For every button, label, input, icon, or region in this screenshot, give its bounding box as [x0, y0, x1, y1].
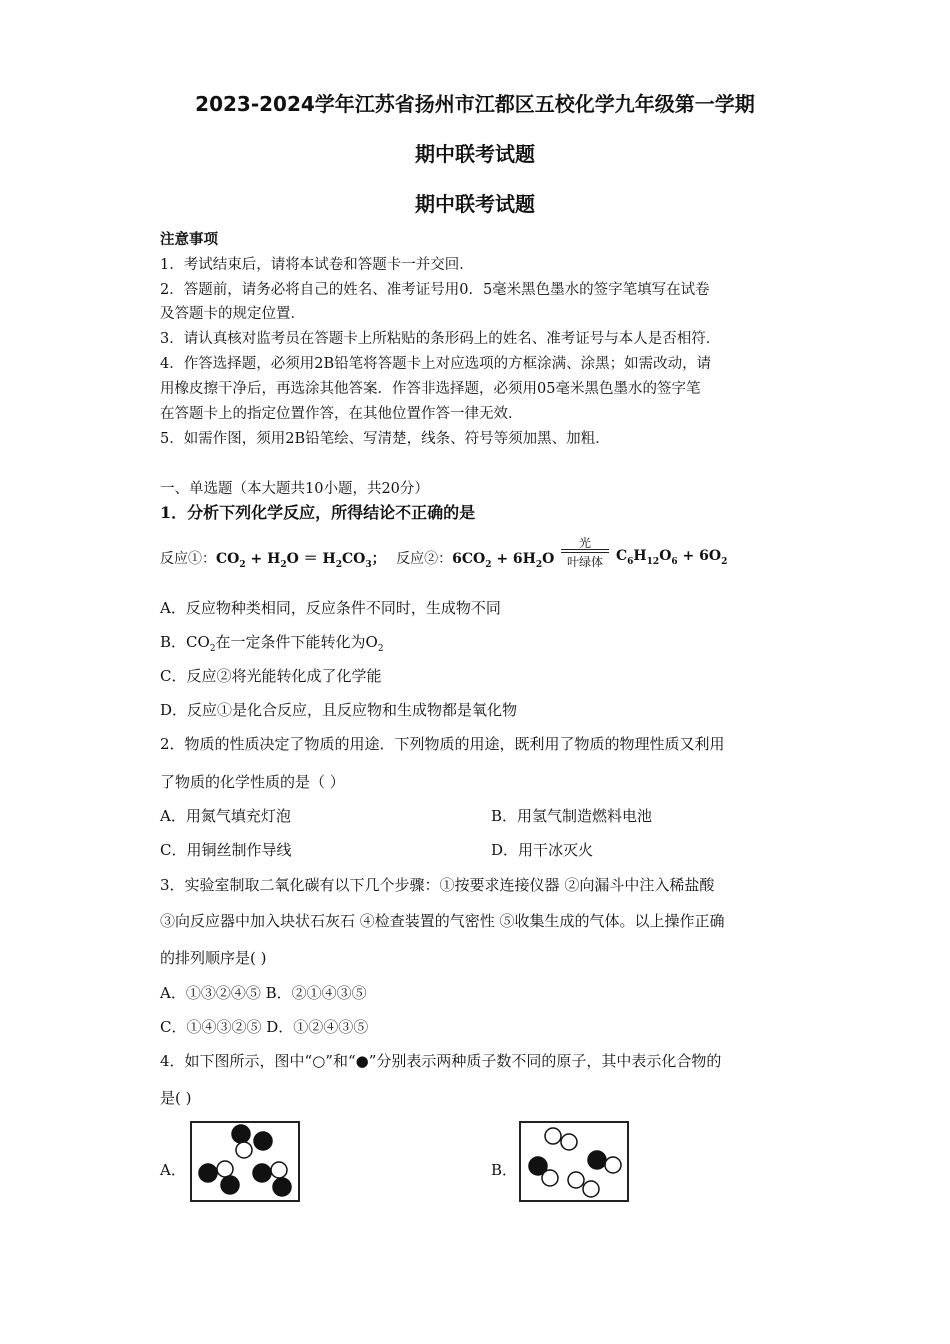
q4-stem: 4．如下图所示，图中“○”和“●”分别表示两种质子数不同的原子，其中表示化合物的 [160, 1052, 722, 1070]
q1-option-c: C．反应②将光能转化成了化学能 [160, 667, 382, 685]
q2-stem: 了物质的化学性质的是（ ） [160, 773, 345, 791]
black-atom-icon [254, 1132, 272, 1150]
molecule-diagram-b [521, 1123, 627, 1200]
q2-option-b: B．用氢气制造燃料电池 [491, 807, 653, 825]
q2-option-c: C．用铜丝制作导线 [160, 841, 292, 859]
q4-option-a-figure [190, 1121, 300, 1202]
molecule-diagram-a [192, 1123, 298, 1200]
white-atom-icon [561, 1134, 577, 1150]
black-atom-icon [199, 1164, 217, 1182]
title-line-2: 期中联考试题 [415, 142, 535, 166]
q4-stem: 是( ) [160, 1089, 192, 1107]
white-atom-icon [545, 1128, 561, 1144]
note-line: 用橡皮擦干净后，再选涂其他答案．作答非选择题，必须用05毫米黑色墨水的签字笔 [160, 381, 701, 397]
q1-option-d: D．反应①是化合反应，且反应物和生成物都是氧化物 [160, 701, 518, 719]
white-atom-icon [568, 1172, 584, 1188]
q2-option-d: D．用干冰灭火 [491, 841, 594, 859]
note-line: 3．请认真核对监考员在答题卡上所粘贴的条形码上的姓名、准考证号与本人是否相符． [160, 331, 721, 347]
reaction2-products: $C_6H_{12}O_6 + 6O_2$ [616, 548, 728, 567]
section-heading: 一、单选题（本大题共10小题，共20分） [160, 481, 429, 497]
black-atom-icon [273, 1178, 291, 1196]
white-atom-icon [271, 1162, 287, 1178]
title-line-3: 期中联考试题 [415, 192, 535, 216]
note-line: 2．答题前，请务必将自己的姓名、准考证号用0．5毫米黑色墨水的签字笔填写在试卷 [160, 282, 710, 298]
black-atom-icon [253, 1164, 271, 1182]
q3-stem: 3．实验室制取二氧化碳有以下几个步骤：①按要求连接仪器 ②向漏斗中注入稀盐酸 [160, 876, 715, 894]
q2-stem: 2．物质的性质决定了物质的用途．下列物质的用途，既利用了物质的物理性质又利用 [160, 735, 725, 753]
reaction2-label: 反应②： [396, 551, 453, 567]
white-atom-icon [217, 1161, 233, 1177]
condition-light: 光 [578, 536, 591, 550]
reaction1-label: 反应①： [160, 551, 216, 567]
note-line: 在答题卡上的指定位置作答，在其他位置作答一律无效． [160, 406, 523, 422]
white-atom-icon [236, 1142, 252, 1158]
q3-stem: ③向反应器中加入块状石灰石 ④检查装置的气密性 ⑤收集生成的气体。以上操作正确 [160, 912, 725, 930]
condition-chlorophyll: 叶绿体 [566, 555, 603, 569]
note-line: 4．作答选择题，必须用2B铅笔将答题卡上对应选项的方框涂满、涂黑；如需改动，请 [160, 356, 712, 372]
white-atom-icon [583, 1181, 599, 1197]
reaction-line: 反应①：$CO_2 + H_2O = H_2CO_3$； 反应②：$6CO_2 + 6H_2O$ [160, 551, 555, 570]
q1-option-b: B．$CO_2$在一定条件下能转化为$O_2$ [160, 633, 384, 654]
black-atom-icon [588, 1151, 606, 1169]
white-atom-icon [605, 1157, 621, 1173]
note-line: 及答题卡的规定位置． [160, 306, 305, 322]
q4-option-b-figure [519, 1121, 629, 1202]
note-line: 5．如需作图，须用2B铅笔绘、写清楚，线条、符号等须加黑、加粗． [160, 431, 610, 447]
q4-option-b-label: B． [491, 1161, 518, 1179]
black-atom-icon [232, 1125, 250, 1143]
black-atom-icon [221, 1176, 239, 1194]
q3-stem: 的排列顺序是( ) [160, 949, 267, 967]
q2-option-a: A．用氮气填充灯泡 [160, 807, 291, 825]
q1-option-a: A．反应物种类相同，反应条件不同时，生成物不同 [160, 599, 501, 617]
note-line: 1．考试结束后，请将本试卷和答题卡一并交回． [160, 257, 474, 273]
q3-options: C．①④③②⑤ D．①②④③⑤ [160, 1018, 369, 1036]
q4-option-a-label: A． [160, 1161, 186, 1179]
title-line-1: 2023-2024学年江苏省扬州市江都区五校化学九年级第一学期 [195, 92, 755, 116]
white-atom-icon [542, 1170, 558, 1186]
condition-line [561, 549, 609, 550]
q1-stem: 1．分析下列化学反应，所得结论不正确的是 [160, 503, 476, 522]
notes-heading: 注意事项 [160, 231, 218, 248]
q3-options: A．①③②④⑤ B．②①④③⑤ [160, 984, 367, 1002]
